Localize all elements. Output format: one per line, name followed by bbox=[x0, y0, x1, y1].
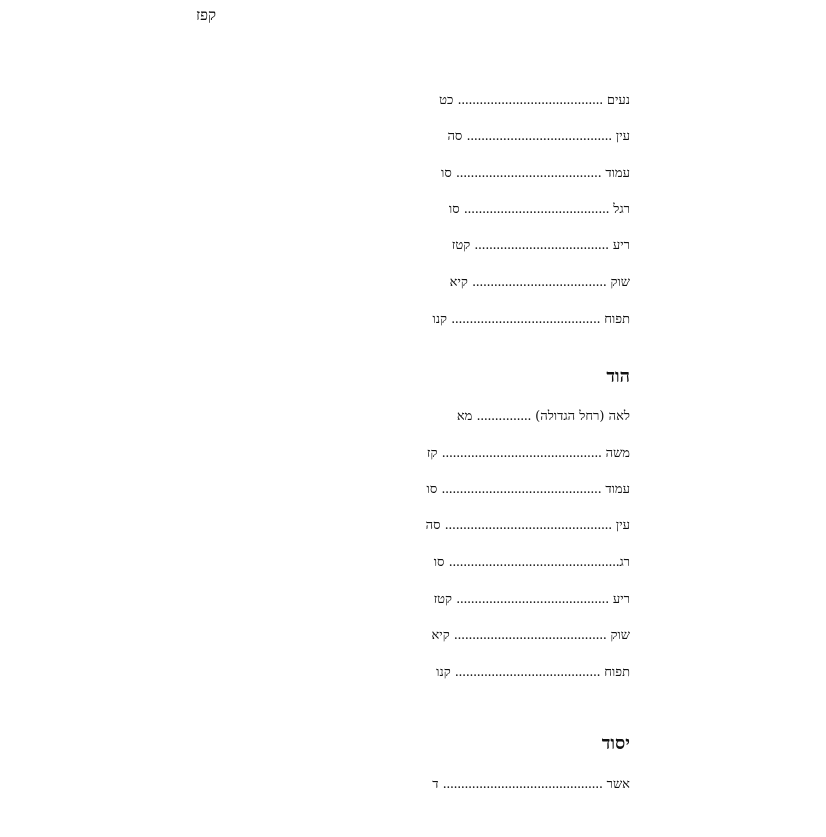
entry-name: עין bbox=[615, 518, 630, 533]
entry-ref: קטז bbox=[433, 592, 452, 607]
entry-name: שוק bbox=[610, 628, 630, 643]
entry-leader: ........................................ bbox=[455, 166, 602, 181]
index-entry bbox=[426, 517, 630, 533]
index-entry bbox=[434, 554, 630, 570]
entry-ref: סו bbox=[426, 482, 438, 497]
entry-leader: ........................................ bbox=[466, 129, 612, 144]
index-entry bbox=[427, 481, 631, 497]
entry-ref: סו bbox=[441, 166, 452, 181]
entry-name: אשר bbox=[606, 777, 630, 792]
entry-leader: ..................................... bbox=[471, 275, 607, 290]
entry-leader: .......................................... bbox=[456, 592, 609, 607]
entry-ref: כט bbox=[439, 93, 454, 108]
index-entry bbox=[436, 664, 630, 680]
entry-name: ריע bbox=[612, 238, 630, 253]
index-entry bbox=[427, 445, 630, 461]
entry-leader: ............... bbox=[476, 409, 532, 424]
entry-ref: מא bbox=[456, 409, 473, 424]
index-entry bbox=[449, 201, 630, 217]
entry-ref: קיא bbox=[449, 275, 468, 290]
entry-leader: ........................................ bbox=[457, 93, 603, 108]
entry-name: שוק bbox=[610, 275, 630, 290]
index-entry bbox=[434, 591, 630, 607]
entry-name: משה bbox=[605, 446, 630, 461]
entry-leader: ............................................ bbox=[441, 482, 602, 497]
entry-ref: קנו bbox=[436, 665, 451, 680]
index-entry bbox=[452, 237, 630, 253]
index-entry bbox=[457, 408, 630, 424]
section-heading: הוד bbox=[606, 366, 630, 387]
entry-name: עין bbox=[615, 129, 630, 144]
entry-ref: קנו bbox=[432, 312, 448, 327]
entry-ref: סו bbox=[448, 202, 460, 217]
entry-ref: קטז bbox=[451, 238, 471, 253]
index-entry bbox=[450, 274, 630, 290]
index-entry bbox=[441, 165, 630, 181]
index-entry bbox=[447, 128, 630, 144]
index-entry bbox=[432, 776, 630, 792]
entry-ref: קיא bbox=[431, 628, 450, 643]
entry-leader: ............................................ bbox=[442, 777, 603, 792]
entry-name: עמוד bbox=[605, 482, 630, 497]
entry-leader: ............................................ bbox=[441, 446, 602, 461]
entry-leader: ......................................... bbox=[451, 312, 601, 327]
entry-name: עמוד bbox=[605, 166, 630, 181]
entry-leader: ............................................... bbox=[448, 555, 620, 570]
entry-name: רג bbox=[619, 555, 630, 570]
entry-ref: סה bbox=[425, 518, 441, 533]
page-number: קפז bbox=[196, 6, 217, 24]
entry-leader: ........................................ bbox=[463, 202, 610, 217]
entry-ref: קז bbox=[426, 446, 438, 461]
index-entry bbox=[433, 311, 631, 327]
entry-leader: .............................................. bbox=[444, 518, 612, 533]
entry-name: נעים bbox=[606, 93, 630, 108]
entry-ref: סה bbox=[447, 129, 463, 144]
entry-name: לאה (רחל הגדולה) bbox=[535, 409, 630, 424]
entry-leader: ........................................ bbox=[454, 665, 601, 680]
entry-name: תפוח bbox=[604, 665, 630, 680]
entry-name: ריע bbox=[612, 592, 630, 607]
entry-name: רגל bbox=[613, 202, 630, 217]
section-heading: יסוד bbox=[601, 733, 630, 754]
entry-ref: ד bbox=[432, 777, 439, 792]
index-entry bbox=[431, 627, 630, 643]
entry-leader: .......................................... bbox=[453, 628, 607, 643]
entry-leader: ..................................... bbox=[474, 238, 609, 253]
entry-name: תפוח bbox=[604, 312, 630, 327]
index-entry bbox=[439, 92, 630, 108]
entry-ref: סו bbox=[433, 555, 445, 570]
